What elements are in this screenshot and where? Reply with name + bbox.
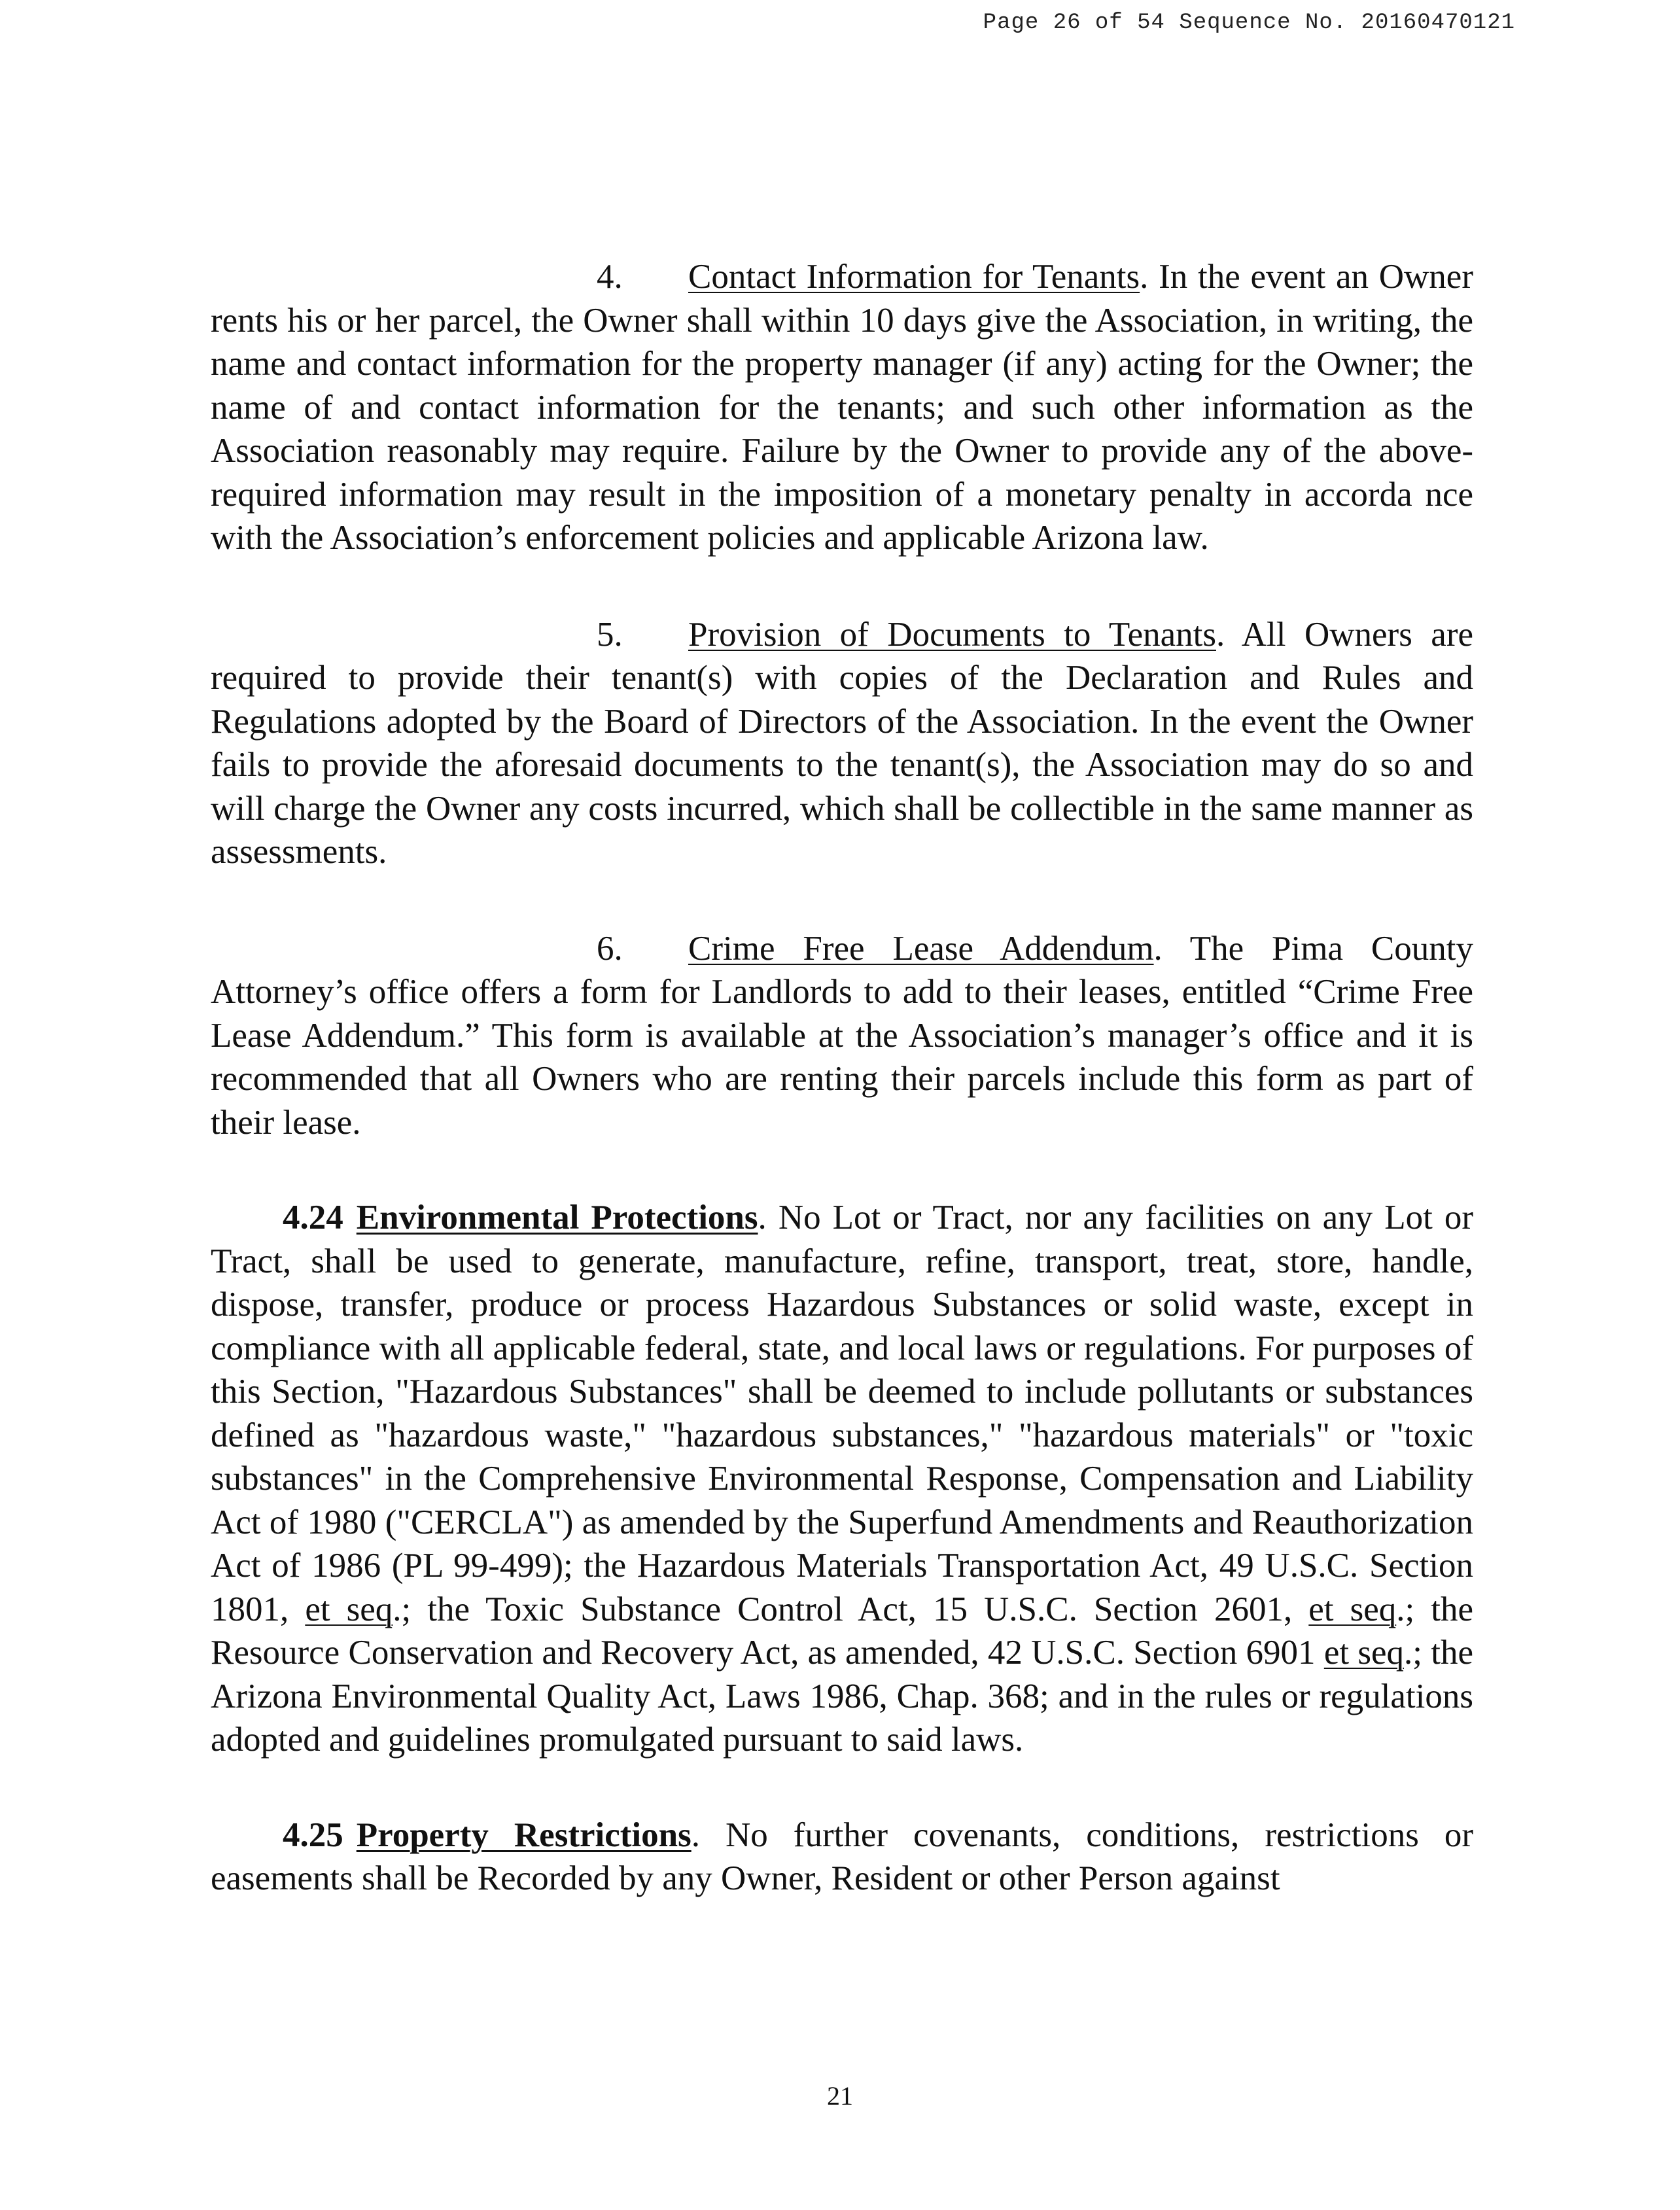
section-text: .; the Toxic Substance Control Act, 15 U.S.C. Section 2601,: [393, 1590, 1309, 1628]
section-text: . No Lot or Tract, nor any facilities on any Lot or Tract, shall be used to generate, manufacture, refine, transport, treat, store, handle, dispose, transfer, produce or process Hazardous Substances or solid waste, except in compliance with all applicable federal, state, and local laws or regulations. For purposes of this Section, "Hazardous Substances" shall be deemed to include pollutants or substances defined as "hazardous waste," "hazardous substances," "hazardous materials" or "toxic substances" in the Comprehensive Environmental Response, Compensation and Liability Act of 1980 ("CERCLA") as amended by the Superfund Amendments and Reauthorization Act of 1986 (PL 99-499); the Hazardous Materials Transportation Act, 49 U.S.C. Section 1801,: [211, 1199, 1474, 1628]
paragraph-heading: Provision of Documents to Tenants: [688, 615, 1216, 654]
paragraph-text: . In the event an Owner rents his or her parcel, the Owner shall within 10 days give the Association, in writing, the name and contact information for the property manager (if any) acting for the Owner; the name of and contact information for the tenants; and such other information as the Association reasonably may require. Failure by the Owner to provide any of the above-required information may result in the imposition of a monetary penalty in accorda nce with the Association’s enforcement policies and applicable Arizona law.: [211, 258, 1473, 557]
paragraph-heading: Crime Free Lease Addendum: [688, 929, 1154, 968]
document-body: [211, 255, 1473, 1901]
paragraph-number: 5.: [597, 615, 623, 654]
section-heading: Property Restrictions: [356, 1815, 691, 1854]
et-seq-citation: et seq: [305, 1590, 393, 1628]
paragraph-text: . The Pima County Attorney’s office offers a form for Landlords to add to their leases, entitled “Crime Free Lease Addendum.” This form is available at the Association’s manager’s office and it is recommended that all Owners who are renting their parcels include this form as part of their lease.: [211, 929, 1473, 1142]
paragraph-crime-free-lease: [211, 927, 1473, 1145]
paragraph-text: . All Owners are required to provide their tenant(s) with copies of the Declaration and Rules and Regulations adopted by the Board of Directors of the Association. In the event the Owner fails to provide the aforesaid documents to the tenant(s), the Association may do so and will charge the Owner any costs incurred, which shall be collectible in the same manner as assessments.: [211, 615, 1473, 871]
section-environmental-protections: [211, 1196, 1473, 1762]
section-property-restrictions: [211, 1814, 1473, 1901]
section-text: .; the Resource Conservation and Recovery Act, as amended, 42 U.S.C. Section 6901: [211, 1590, 1473, 1672]
section-number: 4.24: [283, 1199, 343, 1237]
paragraph-contact-information: [211, 255, 1473, 560]
paragraph-number: 6.: [597, 929, 623, 968]
section-heading: Environmental Protections: [356, 1199, 758, 1237]
page-sequence-header: Page 26 of 54 Sequence No. 20160470121: [983, 10, 1515, 35]
section-number: 4.25: [283, 1815, 343, 1854]
section-text: .; the Arizona Environmental Quality Act, Laws 1986, Chap. 368; and in the rules or regulations adopted and guidelines promulgated pursuant to said laws.: [211, 1634, 1473, 1759]
et-seq-citation: et seq: [1308, 1590, 1397, 1628]
paragraph-heading: Contact Information for Tenants: [688, 258, 1140, 296]
paragraph-number: 4.: [597, 258, 623, 296]
et-seq-citation: et seq: [1323, 1634, 1404, 1672]
paragraph-provision-of-documents: [211, 613, 1473, 874]
section-text: . No further covenants, conditions, restrictions or easements shall be Recorded by any Owner, Resident or other Person against: [211, 1815, 1473, 1897]
page-number: 21: [827, 2081, 853, 2111]
